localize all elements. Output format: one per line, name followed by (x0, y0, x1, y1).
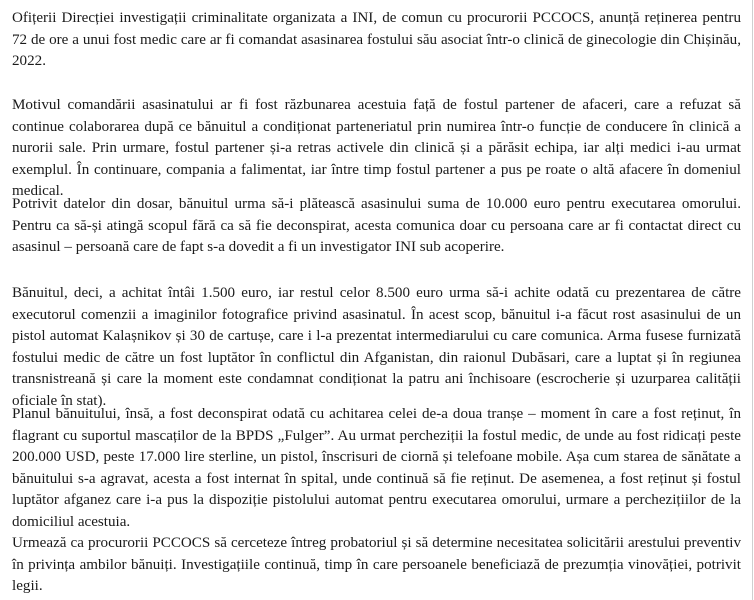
paragraph-next-steps: Urmează ca procurorii PCCOCS să cerceteze întreg probatoriul și să determine necesitatea solicitării arestului preventiv în privința ambilor bănuiți. Investigațiile continuă, timp în care persoanele beneficiază de prezumția vinovăției, potrivit legii. (12, 535, 741, 595)
paragraph-payment-terms: Potrivit datelor din dosar, bănuitul urma să-i plătească asasinului suma de 10.000 euro pentru executarea omorului. Pentru ca să-și atingă scopul fără ca să fie deconspirat, acesta comunica doar cu persoana care ar fi contactat direct cu asasinul – persoană care de fapt s-a dovedit a fi un investigator INI sub acoperire. (12, 196, 741, 256)
paragraph-announcement: Ofițerii Direcției investigații criminalitate organizata a INI, de comun cu procurorii PCCOCS, anunță reținerea pentru 72 de ore a unui fost medic care ar fi comandat asasinarea fostului său asociat într-o clinică de ginecologie din Chișinău, 2022. (12, 10, 741, 70)
page-edge-divider (752, 0, 753, 600)
paragraph-weapon: Bănuitul, deci, a achitat întâi 1.500 euro, iar restul celor 8.500 euro urma să-i achite odată cu prezentarea de către executorul comenzii a imaginilor fotografice privind asasinatul. În acest scop, bănuitul i-a făcut rost asasinului de un pistol automat Kalașnikov și 30 de cartușe, care i l-a prezentat intermediarului cu care comunica. Arma fusese furnizată fostului medic de către un fost luptător în conflictul din Afganistan, din raionul Dubăsari, care a luptat și în regiunea transnistreană și care la moment este condamnat condiționat la patru ani închisoare (escrocherie și uzurparea calității oficiale în stat). (12, 285, 741, 409)
paragraph-arrest: Planul bănuitului, însă, a fost deconspirat odată cu achitarea celei de-a doua tranșe – moment în care a fost reținut, în flagrant cu suportul mascaților de la BPDS „Fulger”. Au urmat percheziții la fostul medic, de unde au fost ridicați peste 200.000 USD, peste 17.000 lire sterline, un pistol, înscrisuri de ciornă și telefoane mobile. Așa cum starea de sănătate a bănuitului s-a agravat, acesta a fost internat în spital, unde continuă să fie reținut. De asemenea, a fost reținut și fostul luptător afganez care i-a pus la dispoziție pistolului automat pentru executarea omorului, urmare a perchezițiilor de la domiciliul acestuia. (12, 406, 741, 530)
paragraph-motive: Motivul comandării asasinatului ar fi fost răzbunarea acestuia față de fostul partener de afaceri, care a refuzat să continue colaborarea după ce bănuitul a condiționat parteneriatul prin numirea într-o funcție de conducere în clinică a nurorii sale. Prin urmare, fostul partener și-a retras activele din clinică și a părăsit echipa, iar alți medici i-au urmat exemplul. În continuare, compania a falimentat, iar între timp fostul partener a pus pe roate o altă afacere în domeniul medical. (12, 97, 741, 200)
